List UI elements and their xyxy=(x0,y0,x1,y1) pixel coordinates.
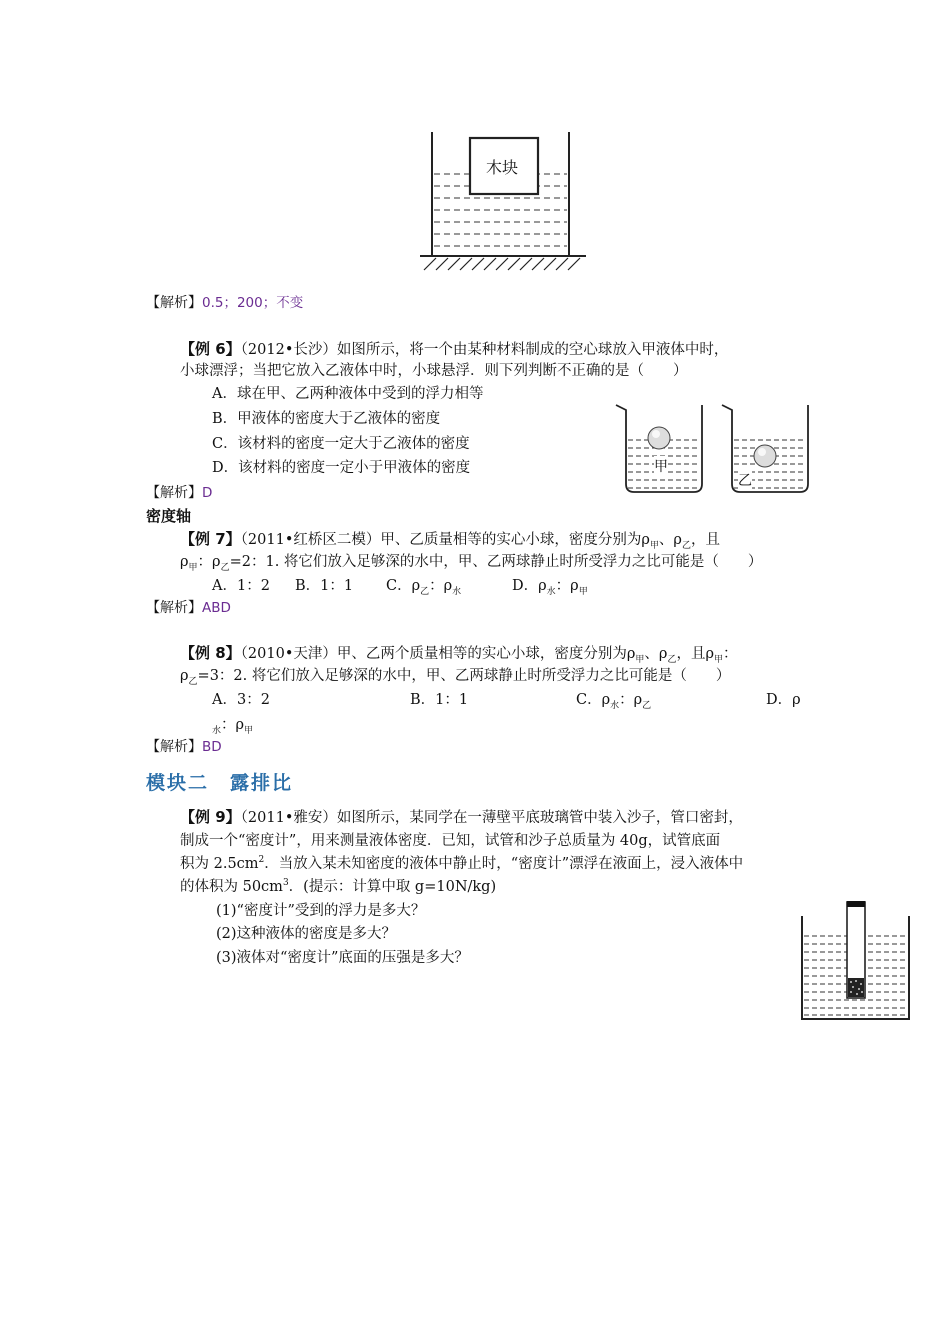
ex6-option-c: C．该材料的密度一定大于乙液体的密度 xyxy=(212,436,470,452)
answer-label: 【解析】 xyxy=(146,485,202,501)
ex8-option-d-head: D．ρ xyxy=(766,692,801,708)
ex7-option-c xyxy=(386,574,461,597)
ex9-line3 xyxy=(180,852,743,873)
text: ρ xyxy=(180,668,189,684)
text: ．当放入某未知密度的液体中静止时，“密度计”漂浮在液面上，浸入液体中 xyxy=(264,856,744,872)
answer-label: 【解析】 xyxy=(146,600,202,616)
answer-value: D xyxy=(202,485,213,501)
ex6-stem-2: 小球漂浮；当把它放入乙液体中时，小球悬浮．则下列判断不正确的是（ ） xyxy=(180,363,688,379)
ex8-option-d-tail xyxy=(212,713,253,736)
sub: 甲 xyxy=(635,654,645,665)
ex9-stem-1: （2011•雅安）如图所示，某同学在一薄壁平底玻璃管中装入沙子，管口密封， xyxy=(240,810,743,826)
sub: 乙 xyxy=(188,676,198,687)
ex8-option-b: B．1：1 xyxy=(410,692,469,708)
text: ρ xyxy=(180,554,189,570)
ex7-line2 xyxy=(180,550,762,573)
ex6-tag: 【例 6】 xyxy=(180,340,241,358)
ex9-line4 xyxy=(180,875,496,896)
text: ： xyxy=(723,646,738,662)
ex7-option-d xyxy=(512,574,588,597)
sub: 水 xyxy=(546,586,556,597)
ex8-option-a: A．3：2 xyxy=(212,692,270,708)
text: ，且ρ xyxy=(676,646,714,662)
text: 、ρ xyxy=(644,646,668,662)
text: 的体积为 50cm xyxy=(180,879,283,895)
ex9-question-2: (2)这种液体的密度是多大？ xyxy=(216,926,397,942)
ex8-option-c xyxy=(576,688,651,711)
text: 、ρ xyxy=(658,532,682,548)
text: =2：1. 将它们放入足够深的水中，甲、乙两球静止时所受浮力之比可能是（ ） xyxy=(229,554,763,570)
text: 积为 2.5cm xyxy=(180,856,259,872)
sub: 水 xyxy=(610,700,620,711)
ex7-line1 xyxy=(180,528,720,551)
sub: 甲 xyxy=(244,725,254,736)
answer-label: 【解析】 xyxy=(146,739,202,755)
sub: 甲 xyxy=(714,654,724,665)
ex7-answer xyxy=(146,597,231,617)
sup: 2 xyxy=(258,855,265,866)
sub: 水 xyxy=(212,725,222,736)
text: ，且 xyxy=(690,532,720,548)
wood-block-figure xyxy=(418,130,588,275)
sub: 水 xyxy=(452,586,462,597)
text: C．ρ xyxy=(386,578,421,594)
sub: 甲 xyxy=(188,562,198,573)
ex7-option-a: A．1：2 xyxy=(212,578,270,594)
ex6-line1 xyxy=(180,338,728,359)
beaker-label-jia: 甲 xyxy=(654,456,668,476)
ex8-line2 xyxy=(180,664,730,687)
text: D．ρ xyxy=(512,578,547,594)
ex8-answer xyxy=(146,736,222,756)
ex6-option-b: B．甲液体的密度大于乙液体的密度 xyxy=(212,411,441,427)
sub: 甲 xyxy=(649,540,659,551)
ex9-stem-2: 制成一个“密度计”，用来测量液体密度．已知，试管和沙子总质量为 40g，试管底面 xyxy=(180,833,721,849)
ex9-question-1: (1)“密度计”受到的浮力是多大？ xyxy=(216,903,426,919)
sub: 乙 xyxy=(420,586,430,597)
ex9-line1 xyxy=(180,806,743,827)
ex8-tag: 【例 8】 xyxy=(180,644,241,662)
text: ：ρ xyxy=(221,717,245,733)
text: ：ρ xyxy=(429,578,453,594)
ex6-stem-1: （2012•长沙）如图所示，将一个由某种材料制成的空心球放入甲液体中时， xyxy=(240,342,729,358)
answer-value: ABD xyxy=(202,600,231,616)
ex6-option-d: D．该材料的密度一定小于甲液体的密度 xyxy=(212,460,471,476)
sup: 3 xyxy=(282,878,289,889)
answer-value: 0.5；200；不变 xyxy=(202,295,304,311)
densimeter-figure xyxy=(798,898,914,1024)
ex6-option-a: A．球在甲、乙两种液体中受到的浮力相等 xyxy=(212,386,484,402)
beaker-label-yi: 乙 xyxy=(738,470,752,490)
wood-block-label: 木块 xyxy=(486,158,519,177)
sub: 乙 xyxy=(220,562,230,573)
ex8-stem-1: （2010•天津）甲、乙两个质量相等的实心小球，密度分别为ρ xyxy=(240,646,636,662)
ex9-tag: 【例 9】 xyxy=(180,808,241,826)
ex7-tag: 【例 7】 xyxy=(180,530,241,548)
ex8-line1 xyxy=(180,642,738,665)
section-heading: 模块二 露排比 xyxy=(146,772,294,794)
two-beakers-figure xyxy=(612,400,832,496)
ex6-answer xyxy=(146,482,212,502)
sub: 乙 xyxy=(667,654,677,665)
text: ：ρ xyxy=(197,554,221,570)
ex7-stem-1: （2011•红桥区二模）甲、乙质量相等的实心小球，密度分别为ρ xyxy=(240,532,650,548)
text: ．(提示：计算中取 g=10N/kg) xyxy=(288,879,497,895)
answer-value: BD xyxy=(202,739,222,755)
text: C．ρ xyxy=(576,692,611,708)
text: =3：2. 将它们放入足够深的水中，甲、乙两球静止时所受浮力之比可能是（ ） xyxy=(197,668,731,684)
text: ：ρ xyxy=(555,578,579,594)
sub: 甲 xyxy=(578,586,588,597)
ex9-question-3: (3)液体对“密度计”底面的压强是多大？ xyxy=(216,950,469,966)
sub: 乙 xyxy=(642,700,652,711)
heading-density-axis: 密度轴 xyxy=(146,507,192,525)
ex7-option-b: B．1：1 xyxy=(295,578,354,594)
text: ：ρ xyxy=(619,692,643,708)
sub: 乙 xyxy=(681,540,691,551)
answer-label: 【解析】 xyxy=(146,295,202,311)
prev-answer xyxy=(146,291,303,312)
